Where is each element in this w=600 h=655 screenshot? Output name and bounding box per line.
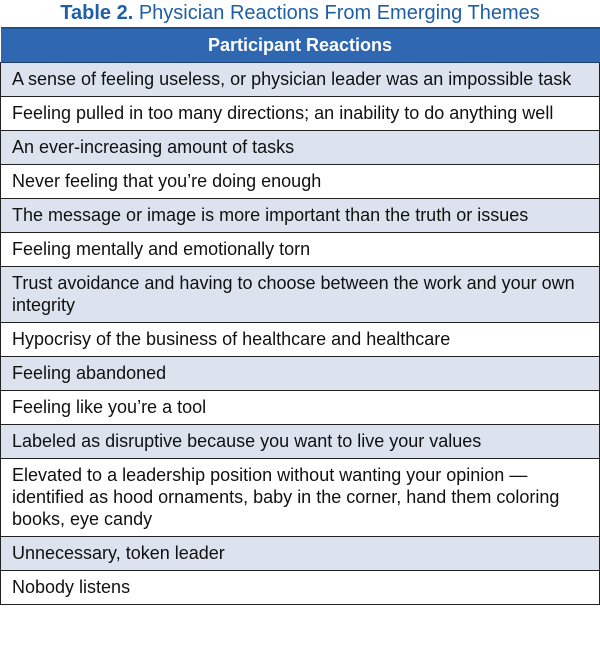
table-number: Table 2. xyxy=(60,2,134,24)
table-cell: The message or image is more important than the truth or issues xyxy=(1,199,600,233)
reactions-table xyxy=(0,27,600,605)
table-cell: An ever-increasing amount of tasks xyxy=(1,131,600,165)
table-cell: Feeling like you’re a tool xyxy=(1,391,600,425)
table-row xyxy=(1,425,600,459)
table-row xyxy=(1,391,600,425)
table-title: Physician Reactions From Emerging Themes xyxy=(138,2,540,24)
table-row xyxy=(1,267,600,323)
table-row xyxy=(1,165,600,199)
table-row xyxy=(1,233,600,267)
table-row xyxy=(1,459,600,537)
table-row xyxy=(1,323,600,357)
table-row xyxy=(1,199,600,233)
table-cell: Trust avoidance and having to choose between the work and your own integrity xyxy=(1,267,600,323)
table-cell: Elevated to a leadership position without wanting your opinion — identified as hood ornaments, baby in the corner, hand them coloring books, eye candy xyxy=(1,459,600,537)
table-header-row xyxy=(1,28,600,63)
table-row xyxy=(1,131,600,165)
table-cell: A sense of feeling useless, or physician leader was an impossible task xyxy=(1,63,600,97)
table-cell: Hypocrisy of the business of healthcare and healthcare xyxy=(1,323,600,357)
table-cell: Unnecessary, token leader xyxy=(1,537,600,571)
column-header-participant-reactions: Participant Reactions xyxy=(1,28,600,63)
table-row xyxy=(1,97,600,131)
table-row xyxy=(1,571,600,605)
table-cell: Feeling mentally and emotionally torn xyxy=(1,233,600,267)
table-row xyxy=(1,63,600,97)
table-cell: Never feeling that you’re doing enough xyxy=(1,165,600,199)
table-cell: Feeling abandoned xyxy=(1,357,600,391)
table-row xyxy=(1,357,600,391)
table-cell: Labeled as disruptive because you want to live your values xyxy=(1,425,600,459)
table-row xyxy=(1,537,600,571)
table-cell: Feeling pulled in too many directions; an inability to do anything well xyxy=(1,97,600,131)
table-caption xyxy=(0,0,600,27)
table-cell: Nobody listens xyxy=(1,571,600,605)
